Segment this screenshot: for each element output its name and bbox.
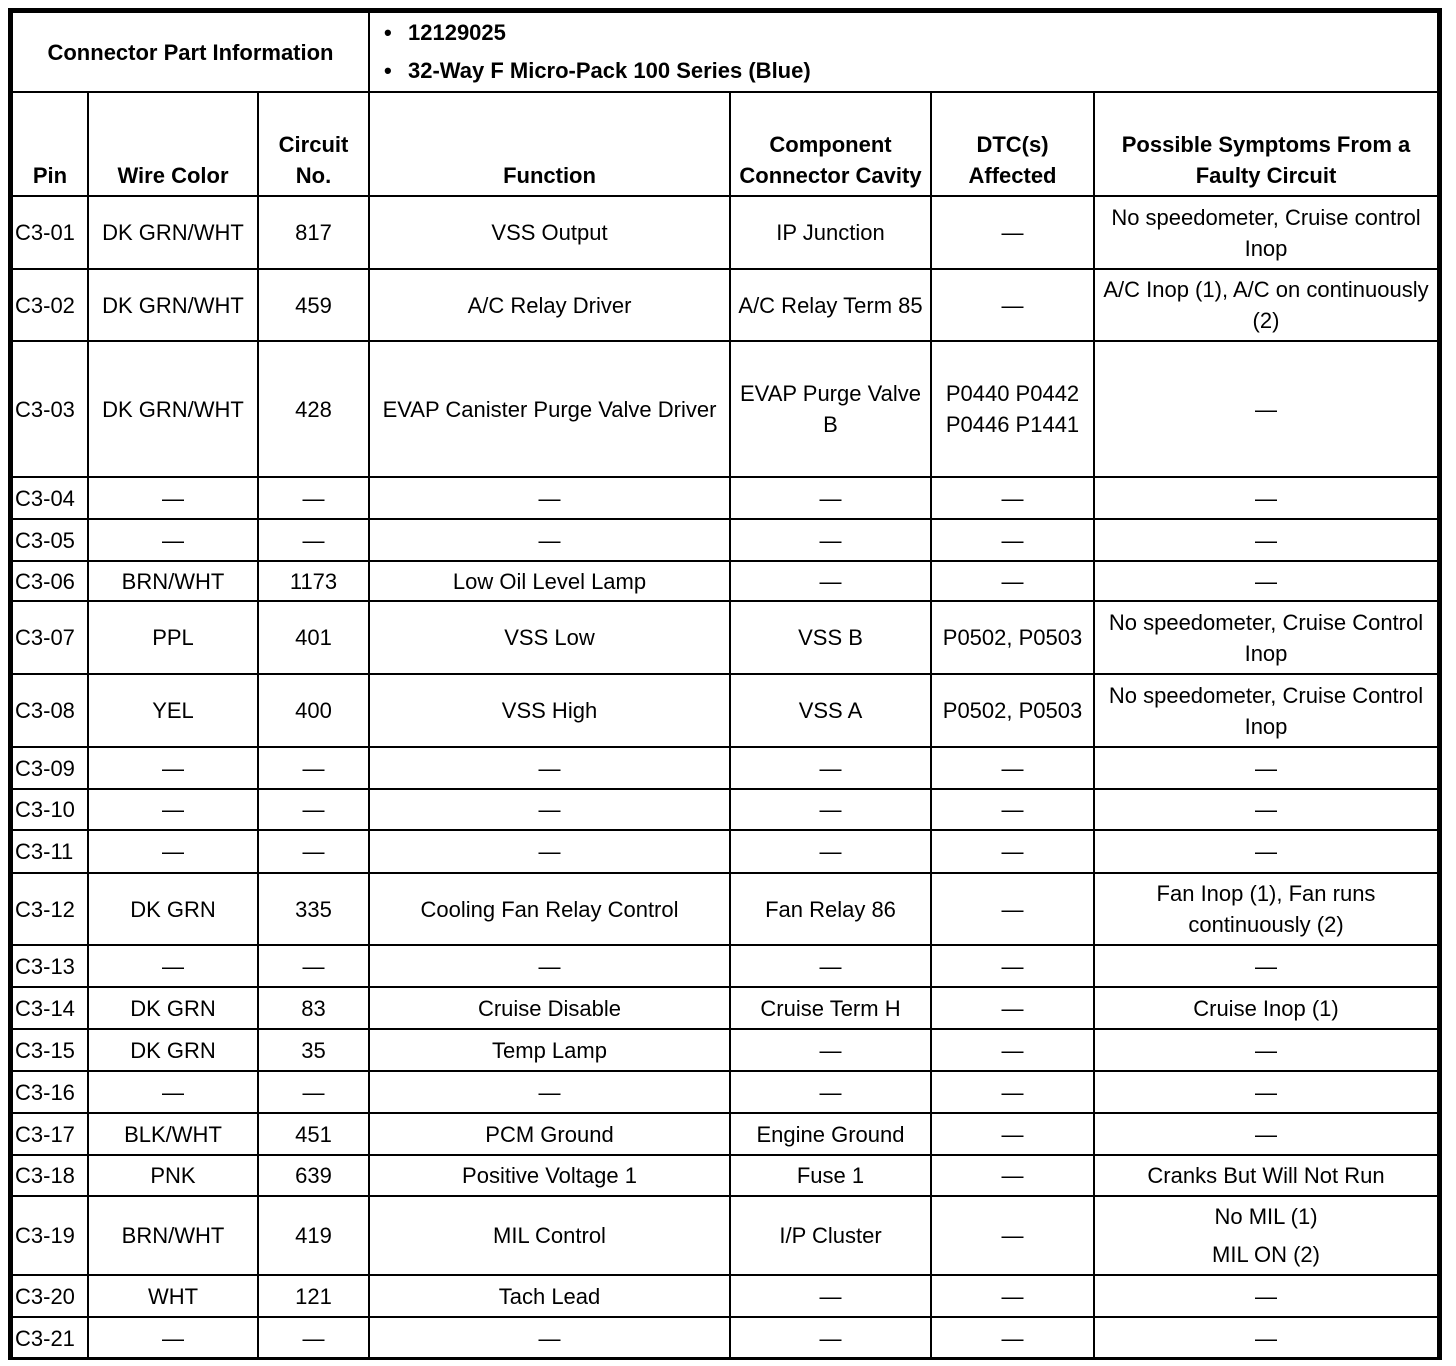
component-cavity-cell: — bbox=[730, 477, 931, 519]
dtc-cell: P0502, P0503 bbox=[931, 674, 1094, 747]
function-cell: EVAP Canister Purge Valve Driver bbox=[369, 341, 730, 477]
possible-symptoms-cell bbox=[1094, 830, 1438, 873]
pin-cell: C3-18 bbox=[12, 1155, 88, 1196]
function-cell: — bbox=[369, 789, 730, 830]
pin-cell: C3-06 bbox=[12, 561, 88, 601]
component-cavity-cell: IP Junction bbox=[730, 196, 931, 269]
wire-color-cell: WHT bbox=[88, 1275, 258, 1317]
component-cavity-cell: — bbox=[730, 1317, 931, 1359]
dtc-cell: — bbox=[931, 477, 1094, 519]
function-cell: PCM Ground bbox=[369, 1113, 730, 1155]
pin-cell: C3-14 bbox=[12, 987, 88, 1029]
wire-color-cell: — bbox=[88, 1071, 258, 1113]
circuit-no-cell: 35 bbox=[258, 1029, 369, 1071]
symptom-text: Fan Inop (1), Fan runs continuously (2) bbox=[1156, 881, 1376, 937]
table-row bbox=[12, 987, 1438, 1029]
circuit-no-cell: 400 bbox=[258, 674, 369, 747]
wire-color-cell: DK GRN/WHT bbox=[88, 341, 258, 477]
table-row bbox=[12, 196, 1438, 269]
component-cavity-cell: — bbox=[730, 1071, 931, 1113]
function-cell: Tach Lead bbox=[369, 1275, 730, 1317]
symptom-text: — bbox=[1255, 1325, 1277, 1351]
pin-cell: C3-01 bbox=[12, 196, 88, 269]
table-row bbox=[12, 1071, 1438, 1113]
possible-symptoms-cell bbox=[1094, 747, 1438, 789]
table-row bbox=[12, 561, 1438, 601]
function-cell: Temp Lamp bbox=[369, 1029, 730, 1071]
possible-symptoms-cell bbox=[1094, 561, 1438, 601]
circuit-no-cell: 639 bbox=[258, 1155, 369, 1196]
circuit-no-cell: 451 bbox=[258, 1113, 369, 1155]
pin-cell: C3-16 bbox=[12, 1071, 88, 1113]
pin-cell: C3-11 bbox=[12, 830, 88, 873]
pin-cell: C3-08 bbox=[12, 674, 88, 747]
circuit-no-cell: — bbox=[258, 477, 369, 519]
circuit-no-cell: 428 bbox=[258, 341, 369, 477]
dtc-cell: — bbox=[931, 945, 1094, 987]
component-cavity-cell: Fan Relay 86 bbox=[730, 873, 931, 945]
wire-color-cell: — bbox=[88, 1317, 258, 1359]
wire-color-cell: YEL bbox=[88, 674, 258, 747]
symptom-text: — bbox=[1255, 797, 1277, 822]
dtc-cell: P0440 P0442 P0446 P1441 bbox=[931, 341, 1094, 477]
symptom-text: — bbox=[1255, 396, 1277, 422]
pin-cell: C3-09 bbox=[12, 747, 88, 789]
possible-symptoms-cell bbox=[1094, 601, 1438, 674]
function-cell: VSS High bbox=[369, 674, 730, 747]
component-cavity-cell: — bbox=[730, 789, 931, 830]
component-cavity-cell: Engine Ground bbox=[730, 1113, 931, 1155]
function-cell: — bbox=[369, 945, 730, 987]
wire-color-cell: BRN/WHT bbox=[88, 561, 258, 601]
pin-cell: C3-21 bbox=[12, 1317, 88, 1359]
table-row bbox=[12, 1196, 1438, 1275]
circuit-no-cell: 817 bbox=[258, 196, 369, 269]
table-row bbox=[12, 1029, 1438, 1071]
circuit-no-cell: 459 bbox=[258, 269, 369, 341]
symptom-text: No MIL (1) bbox=[1214, 1203, 1318, 1229]
component-cavity-cell: — bbox=[730, 1029, 931, 1071]
pin-cell: C3-17 bbox=[12, 1113, 88, 1155]
possible-symptoms-cell bbox=[1094, 1196, 1438, 1275]
wire-color-cell: — bbox=[88, 830, 258, 873]
symptom-text: — bbox=[1255, 1037, 1277, 1063]
table-row bbox=[12, 1155, 1438, 1196]
component-cavity-cell: — bbox=[730, 1275, 931, 1317]
wire-color-cell: DK GRN/WHT bbox=[88, 196, 258, 269]
component-cavity-cell: VSS A bbox=[730, 674, 931, 747]
symptom-text: — bbox=[1255, 1121, 1277, 1147]
circuit-no-cell: 1173 bbox=[258, 561, 369, 601]
wire-color-cell: — bbox=[88, 945, 258, 987]
dtc-cell: — bbox=[931, 789, 1094, 830]
dtc-cell: — bbox=[931, 519, 1094, 561]
pin-cell: C3-12 bbox=[12, 873, 88, 945]
possible-symptoms-cell bbox=[1094, 1275, 1438, 1317]
pin-cell: C3-05 bbox=[12, 519, 88, 561]
possible-symptoms-cell bbox=[1094, 1071, 1438, 1113]
possible-symptoms-cell bbox=[1094, 341, 1438, 477]
component-cavity-cell: A/C Relay Term 85 bbox=[730, 269, 931, 341]
possible-symptoms-cell bbox=[1094, 477, 1438, 519]
component-cavity-cell: Fuse 1 bbox=[730, 1155, 931, 1196]
component-cavity-cell: — bbox=[730, 945, 931, 987]
component-cavity-cell: — bbox=[730, 561, 931, 601]
dtc-cell: — bbox=[931, 1071, 1094, 1113]
symptom-text: Cranks But Will Not Run bbox=[1147, 1163, 1385, 1188]
wire-color-cell: DK GRN/WHT bbox=[88, 269, 258, 341]
connector-part-list bbox=[369, 12, 1438, 92]
pin-cell: C3-04 bbox=[12, 477, 88, 519]
table-row bbox=[12, 269, 1438, 341]
wire-color-cell: BRN/WHT bbox=[88, 1196, 258, 1275]
symptom-text: — bbox=[1255, 568, 1277, 594]
connector-pinout-table bbox=[11, 11, 1439, 1360]
function-cell: — bbox=[369, 1071, 730, 1113]
possible-symptoms-cell bbox=[1094, 1113, 1438, 1155]
function-cell: Cooling Fan Relay Control bbox=[369, 873, 730, 945]
wire-color-cell: — bbox=[88, 789, 258, 830]
pin-cell: C3-02 bbox=[12, 269, 88, 341]
component-cavity-cell: I/P Cluster bbox=[730, 1196, 931, 1275]
pin-cell: C3-13 bbox=[12, 945, 88, 987]
wire-color-cell: PPL bbox=[88, 601, 258, 674]
circuit-no-cell: — bbox=[258, 789, 369, 830]
dtc-cell: — bbox=[931, 196, 1094, 269]
table-row bbox=[12, 747, 1438, 789]
circuit-no-cell: — bbox=[258, 519, 369, 561]
table-row bbox=[12, 341, 1438, 477]
pin-cell: C3-07 bbox=[12, 601, 88, 674]
pin-cell: C3-03 bbox=[12, 341, 88, 477]
table-row bbox=[12, 519, 1438, 561]
wire-color-cell: — bbox=[88, 477, 258, 519]
possible-symptoms-cell bbox=[1094, 945, 1438, 987]
possible-symptoms-cell bbox=[1094, 1029, 1438, 1071]
circuit-no-cell: 121 bbox=[258, 1275, 369, 1317]
connector-pinout-table-page bbox=[8, 8, 1442, 1360]
wire-color-cell: — bbox=[88, 747, 258, 789]
function-cell: VSS Low bbox=[369, 601, 730, 674]
pin-cell: C3-15 bbox=[12, 1029, 88, 1071]
dtc-cell: — bbox=[931, 1317, 1094, 1359]
symptom-text: A/C Inop (1), A/C on continuously (2) bbox=[1103, 277, 1429, 333]
table-row bbox=[12, 830, 1438, 873]
header-function: Function bbox=[369, 92, 730, 196]
table-row bbox=[12, 477, 1438, 519]
possible-symptoms-cell bbox=[1094, 269, 1438, 341]
table-row bbox=[12, 601, 1438, 674]
header-dtc-affected: DTC(s) Affected bbox=[931, 92, 1094, 196]
function-cell: Low Oil Level Lamp bbox=[369, 561, 730, 601]
dtc-cell: — bbox=[931, 1113, 1094, 1155]
table-row bbox=[12, 674, 1438, 747]
dtc-cell: — bbox=[931, 1155, 1094, 1196]
header-pin: Pin bbox=[12, 92, 88, 196]
function-cell: Positive Voltage 1 bbox=[369, 1155, 730, 1196]
dtc-cell: — bbox=[931, 1196, 1094, 1275]
dtc-cell: — bbox=[931, 747, 1094, 789]
table-row bbox=[12, 1317, 1438, 1359]
header-possible-symptoms: Possible Symptoms From a Faulty Circuit bbox=[1094, 92, 1438, 196]
table-row bbox=[12, 789, 1438, 830]
circuit-no-cell: — bbox=[258, 1071, 369, 1113]
symptom-text: No speedometer, Cruise Control Inop bbox=[1108, 682, 1424, 739]
dtc-cell: — bbox=[931, 987, 1094, 1029]
connector-part-number: • 12129025 bbox=[408, 14, 1433, 52]
circuit-no-cell: 401 bbox=[258, 601, 369, 674]
connector-part-description: • 32-Way F Micro-Pack 100 Series (Blue) bbox=[408, 52, 1433, 90]
function-cell: — bbox=[369, 1317, 730, 1359]
pin-cell: C3-19 bbox=[12, 1196, 88, 1275]
table-row bbox=[12, 873, 1438, 945]
component-cavity-cell: — bbox=[730, 519, 931, 561]
component-cavity-cell: EVAP Purge Valve B bbox=[730, 341, 931, 477]
dtc-cell: — bbox=[931, 830, 1094, 873]
component-cavity-cell: VSS B bbox=[730, 601, 931, 674]
table-row bbox=[12, 1275, 1438, 1317]
circuit-no-cell: 419 bbox=[258, 1196, 369, 1275]
circuit-no-cell: — bbox=[258, 747, 369, 789]
dtc-cell: — bbox=[931, 1275, 1094, 1317]
function-cell: — bbox=[369, 747, 730, 789]
function-cell: Cruise Disable bbox=[369, 987, 730, 1029]
function-cell: MIL Control bbox=[369, 1196, 730, 1275]
symptom-text: MIL ON (2) bbox=[1212, 1241, 1320, 1267]
function-cell: VSS Output bbox=[369, 196, 730, 269]
symptom-text: — bbox=[1255, 485, 1277, 511]
symptom-text: — bbox=[1255, 1079, 1277, 1105]
header-component-cavity: Component Connector Cavity bbox=[730, 92, 931, 196]
circuit-no-cell: — bbox=[258, 1317, 369, 1359]
dtc-cell: — bbox=[931, 561, 1094, 601]
table-row bbox=[12, 1113, 1438, 1155]
dtc-cell: P0502, P0503 bbox=[931, 601, 1094, 674]
pin-cell: C3-10 bbox=[12, 789, 88, 830]
possible-symptoms-cell bbox=[1094, 987, 1438, 1029]
function-cell: — bbox=[369, 519, 730, 561]
wire-color-cell: — bbox=[88, 519, 258, 561]
symptom-text: — bbox=[1255, 953, 1277, 979]
pin-cell: C3-20 bbox=[12, 1275, 88, 1317]
possible-symptoms-cell bbox=[1094, 873, 1438, 945]
component-cavity-cell: Cruise Term H bbox=[730, 987, 931, 1029]
possible-symptoms-cell bbox=[1094, 519, 1438, 561]
symptom-text: — bbox=[1255, 1283, 1277, 1309]
symptom-text: Cruise Inop (1) bbox=[1193, 995, 1339, 1021]
dtc-cell: — bbox=[931, 1029, 1094, 1071]
possible-symptoms-cell bbox=[1094, 789, 1438, 830]
symptom-text: — bbox=[1255, 755, 1277, 781]
wire-color-cell: DK GRN bbox=[88, 1029, 258, 1071]
possible-symptoms-cell bbox=[1094, 674, 1438, 747]
circuit-no-cell: — bbox=[258, 945, 369, 987]
function-cell: — bbox=[369, 477, 730, 519]
dtc-cell: — bbox=[931, 873, 1094, 945]
possible-symptoms-cell bbox=[1094, 1317, 1438, 1359]
wire-color-cell: PNK bbox=[88, 1155, 258, 1196]
symptom-text: — bbox=[1255, 839, 1277, 864]
connector-part-info-row bbox=[12, 12, 1438, 92]
component-cavity-cell: — bbox=[730, 747, 931, 789]
circuit-no-cell: — bbox=[258, 830, 369, 873]
possible-symptoms-cell bbox=[1094, 196, 1438, 269]
connector-part-info-title: Connector Part Information bbox=[12, 12, 369, 92]
symptom-text: No speedometer, Cruise control Inop bbox=[1111, 204, 1421, 261]
column-header-row bbox=[12, 92, 1438, 196]
symptom-text: — bbox=[1255, 527, 1277, 553]
possible-symptoms-cell bbox=[1094, 1155, 1438, 1196]
wire-color-cell: DK GRN bbox=[88, 987, 258, 1029]
header-circuit-no: Circuit No. bbox=[258, 92, 369, 196]
symptom-text: No speedometer, Cruise Control Inop bbox=[1108, 609, 1424, 666]
wire-color-cell: BLK/WHT bbox=[88, 1113, 258, 1155]
function-cell: A/C Relay Driver bbox=[369, 269, 730, 341]
header-wire-color: Wire Color bbox=[88, 92, 258, 196]
dtc-cell: — bbox=[931, 269, 1094, 341]
function-cell: — bbox=[369, 830, 730, 873]
table-row bbox=[12, 945, 1438, 987]
circuit-no-cell: 83 bbox=[258, 987, 369, 1029]
component-cavity-cell: — bbox=[730, 830, 931, 873]
wire-color-cell: DK GRN bbox=[88, 873, 258, 945]
circuit-no-cell: 335 bbox=[258, 873, 369, 945]
